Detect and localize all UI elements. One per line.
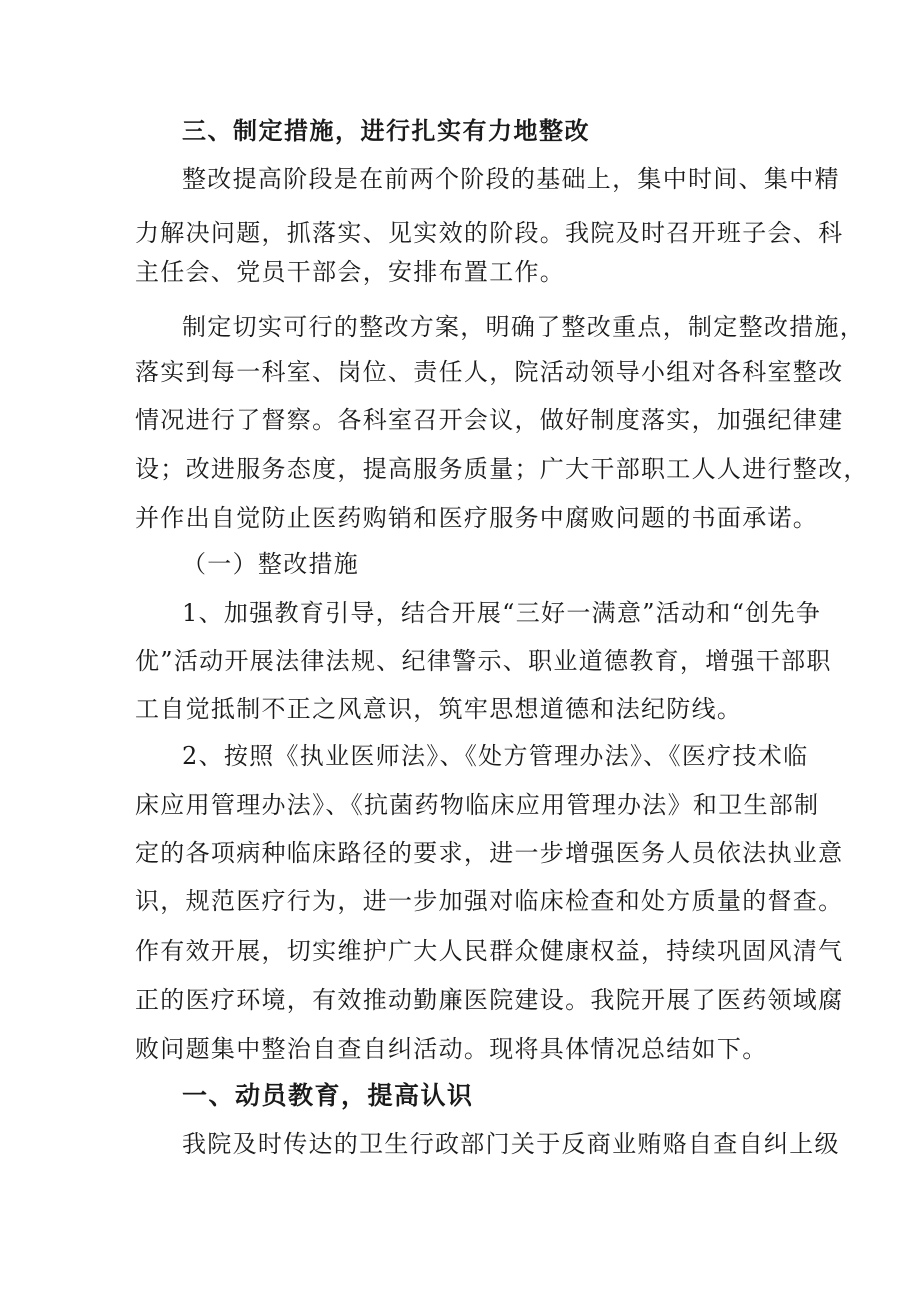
item-1-line-1: 1、加强教育引导，结合开展“三好一满意”活动和“创先争: [182, 599, 822, 627]
section-heading-one: 一、动员教育，提高认识: [182, 1081, 474, 1110]
paragraph-3-line-1: 作有效开展，切实维护广大人民群众健康权益，持续巩固风清气: [135, 937, 844, 965]
item-2-line-3: 定的各项病种临床路径的要求，进一步增强医务人员依法执业意: [135, 839, 844, 867]
paragraph-2-line-3: 情况进行了督察。各科室召开会议，做好制度落实，加强纪律建: [135, 406, 844, 434]
paragraph-1-line-1: 整改提高阶段是在前两个阶段的基础上，集中时间、集中精: [182, 165, 840, 193]
paragraph-2-line-4: 设；改进服务态度，提高服务质量；广大干部职工人人进行整改，: [135, 455, 869, 483]
paragraph-2-line-1: 制定切实可行的整改方案，明确了整改重点，制定整改措施，: [182, 313, 866, 341]
item-1-line-3: 工自觉抵制不正之风意识，筑牢思想道德和法纪防线。: [135, 695, 743, 723]
paragraph-3-line-3: 败问题集中整治自查自纠活动。现将具体情况总结如下。: [135, 1035, 768, 1063]
paragraph-1-line-2: 力解决问题，抓落实、见实效的阶段。我院及时召开班子会、科: [135, 219, 844, 247]
subheading-rectification-measures: （一）整改措施: [182, 550, 360, 578]
section-heading-three: 三、制定措施，进行扎实有力地整改: [182, 117, 590, 145]
paragraph-2-line-5: 并作出自觉防止医药购销和医疗服务中腐败问题的书面承诺。: [135, 504, 819, 532]
item-1-line-2: 优”活动开展法律法规、纪律警示、职业道德教育，增强干部职: [135, 647, 832, 675]
paragraph-3-line-2: 正的医疗环境，有效推动勤廉医院建设。我院开展了医药领域腐: [135, 986, 844, 1014]
item-2-line-1: 2、按照《执业医师法》、《处方管理办法》、《医疗技术临: [182, 742, 809, 770]
paragraph-2-line-2: 落实到每一科室、岗位、责任人，院活动领导小组对各科室整改: [135, 358, 844, 386]
item-2-line-2: 床应用管理办法》、《抗菌药物临床应用管理办法》和卫生部制: [135, 791, 820, 819]
item-2-line-4: 识，规范医疗行为，进一步加强对临床检查和处方质量的督查。: [135, 887, 844, 915]
paragraph-4-line-1: 我院及时传达的卫生行政部门关于反商业贿赂自查自纠上级: [182, 1130, 840, 1158]
paragraph-1-line-3: 主任会、党员干部会，安排布置工作。: [135, 258, 566, 286]
